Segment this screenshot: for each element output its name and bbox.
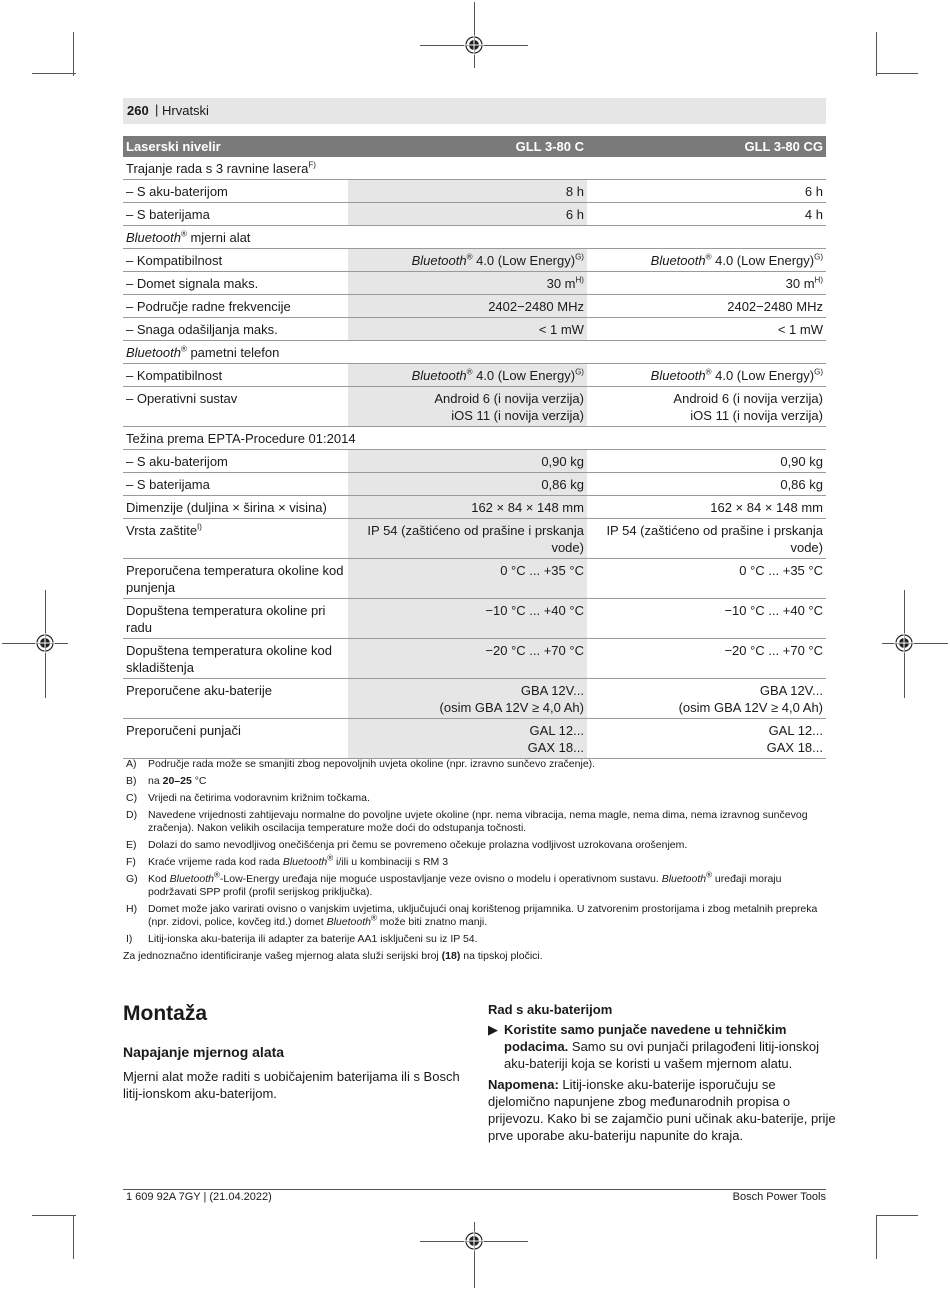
- footnotes: [123, 758, 826, 967]
- table-row: [123, 639, 826, 679]
- section-title: Montaža: [123, 1002, 207, 1025]
- table-header-row: [123, 136, 826, 157]
- bullet-bold: podacima.: [504, 1039, 569, 1054]
- table-row: [123, 473, 826, 496]
- table-row: [123, 559, 826, 599]
- value-text: 4.0 (Low Energy): [472, 368, 576, 383]
- cell-value-gll-3-80-c: [348, 295, 587, 318]
- paragraph: [123, 1068, 460, 1102]
- label-text: Dopuštena temperatura okoline kod: [126, 643, 332, 658]
- label-text: mjerni alat: [186, 230, 251, 245]
- cell-value-gll-3-80-cg: [587, 599, 826, 639]
- value-text: < 1 mW: [777, 322, 823, 337]
- cell-value-gll-3-80-c: [348, 719, 587, 759]
- serial-number-note: [123, 950, 826, 963]
- label-text: Preporučene aku-baterije: [126, 683, 272, 698]
- cell-value-gll-3-80-c: [348, 364, 587, 387]
- footnote-text: Domet može jako varirati ovisno o vanjskim uvjetima, uključujući onaj korištenog prijamnika. U zatvorenim prostorijama i zbog metalnih prepreka (npr. zidovi, police, kovčeg itd.) domet: [148, 903, 818, 928]
- row-label: [123, 341, 826, 364]
- cell-value-gll-3-80-cg: [587, 295, 826, 318]
- paragraph-line: litij-ionskom aku-baterijom.: [123, 1086, 277, 1101]
- value-text: GBA 12V...: [520, 683, 584, 698]
- value-text: vode): [790, 540, 823, 555]
- note-paragraph: [488, 1076, 836, 1144]
- value-text: GAL 12...: [768, 723, 823, 738]
- value-text: < 1 mW: [538, 322, 584, 337]
- table-row: [123, 295, 826, 318]
- crop-mark: [73, 1215, 74, 1259]
- bullet-text: aku-bateriji koja se koristi u vašem mjernom alatu.: [504, 1056, 793, 1071]
- footnote-key: E): [126, 839, 137, 851]
- footnote-text: Vrijedi na četirima vodoravnim križnim točkama.: [148, 792, 370, 804]
- row-label: [123, 203, 348, 226]
- value-text: GAX 18...: [527, 740, 584, 755]
- footnote-text: može biti znatno manji.: [376, 916, 488, 928]
- footnote-italic: Bluetooth: [169, 873, 214, 885]
- value-text: −20 °C ... +70 °C: [724, 643, 823, 658]
- row-label: [123, 180, 348, 203]
- label-text: radu: [126, 620, 153, 635]
- registered-mark: ®: [705, 252, 712, 262]
- registered-mark: ®: [466, 367, 473, 377]
- cell-value-gll-3-80-cg: [587, 364, 826, 387]
- footnote-ref: H): [814, 275, 823, 285]
- footnote-text: Dolazi do samo nevodljivog onečišćenja pri čemu se povremeno očekuje prolazna vodljivost uzrokovana orošenjem.: [148, 839, 688, 851]
- bullet-bold: Koristite samo punjače navedene u tehničkim: [504, 1022, 787, 1037]
- cell-value-gll-3-80-c: [348, 473, 587, 496]
- footnote: [123, 775, 826, 788]
- label-text: Preporučeni punjači: [126, 723, 241, 738]
- value-text: 0,86 kg: [780, 477, 823, 492]
- table-row: [123, 364, 826, 387]
- registered-mark: ®: [706, 870, 712, 880]
- row-label: [123, 559, 348, 599]
- label-text: – S baterijama: [126, 477, 210, 492]
- cell-value-gll-3-80-c: [348, 639, 587, 679]
- note-label: Napomena:: [488, 1077, 559, 1092]
- row-label: [123, 496, 348, 519]
- row-label: [123, 226, 826, 249]
- table-row: [123, 519, 826, 559]
- section-subtitle: Napajanje mjernog alata: [123, 1044, 285, 1060]
- table-row: [123, 318, 826, 341]
- cell-value-gll-3-80-c: [348, 519, 587, 559]
- label-text: Dopuštena temperatura okoline pri: [126, 603, 326, 618]
- footnote-key: G): [126, 873, 138, 885]
- label-text: pametni telefon: [186, 345, 280, 360]
- footnote-ref: H): [575, 275, 584, 285]
- cell-value-gll-3-80-cg: [587, 180, 826, 203]
- label-text: Vrsta zaštite: [126, 523, 198, 538]
- right-heading: Rad s aku-baterijom: [488, 1002, 613, 1017]
- footnote-key: B): [126, 775, 137, 787]
- value-text: IP 54 (zaštićeno od prašine i prskanja: [606, 523, 823, 538]
- cell-value-gll-3-80-cg: [587, 679, 826, 719]
- label-text: – Kompatibilnost: [126, 368, 223, 383]
- value-text: 162 × 84 × 148 mm: [471, 500, 584, 515]
- footnote: [123, 758, 826, 771]
- table-row: [123, 203, 826, 226]
- row-label: [123, 450, 348, 473]
- section-row: [123, 341, 826, 364]
- header-separator: |: [155, 102, 159, 117]
- value-italic: Bluetooth: [650, 368, 706, 383]
- footnote-text: na tipskoj pločici.: [460, 950, 543, 962]
- crop-mark: [73, 32, 74, 76]
- cell-value-gll-3-80-cg: [587, 519, 826, 559]
- footnote-text: i/ili u kombinaciji s RM 3: [333, 856, 449, 868]
- label-text: – Snaga odašiljanja maks.: [126, 322, 278, 337]
- footnote-text: °C: [191, 775, 207, 787]
- footnote-text: Područje rada može se smanjiti zbog nepovoljnih uvjeta okoline (npr. izravno sunčevo zračenje).: [148, 758, 596, 770]
- bullet-triangle-icon: ▶: [488, 1022, 498, 1037]
- row-label: [123, 272, 348, 295]
- label-text: – Područje radne frekvencije: [126, 299, 291, 314]
- value-text: Android 6 (i novija verzija): [434, 391, 584, 406]
- row-label: [123, 679, 348, 719]
- table-row: [123, 719, 826, 759]
- row-label: [123, 387, 348, 427]
- crop-mark: [882, 643, 948, 644]
- row-label: [123, 157, 826, 180]
- value-text: −10 °C ... +40 °C: [724, 603, 823, 618]
- cell-value-gll-3-80-c: [348, 450, 587, 473]
- section-row: [123, 427, 826, 450]
- note-text: djelomično napunjene zbog međunarodnih propisa o: [488, 1094, 791, 1109]
- footnote-text: uređaji moraju podržavati SPP profil (profil serijskog priključka).: [148, 873, 782, 898]
- value-text: 0 °C ... +35 °C: [739, 563, 823, 578]
- label-text: – S baterijama: [126, 207, 210, 222]
- value-text: 6 h: [565, 207, 584, 222]
- value-text: 2402−2480 MHz: [727, 299, 823, 314]
- spec-table: [123, 136, 826, 759]
- registration-mark-icon: [464, 35, 484, 55]
- value-italic: Bluetooth: [411, 253, 467, 268]
- label-text: – Domet signala maks.: [126, 276, 259, 291]
- cell-value-gll-3-80-cg: [587, 387, 826, 427]
- footnote-key: H): [126, 903, 138, 915]
- footnote: [123, 792, 826, 805]
- value-text: (osim GBA 12V ≥ 4,0 Ah): [678, 700, 823, 715]
- footnote: [123, 839, 826, 852]
- row-label: [123, 364, 348, 387]
- cell-value-gll-3-80-c: [348, 599, 587, 639]
- table-row: [123, 387, 826, 427]
- cell-value-gll-3-80-cg: [587, 496, 826, 519]
- table-row: [123, 272, 826, 295]
- row-label: [123, 295, 348, 318]
- footnote: [123, 870, 826, 899]
- cell-value-gll-3-80-c: [348, 180, 587, 203]
- crop-mark: [876, 1215, 918, 1216]
- column-header: Laserski nivelir: [123, 136, 348, 157]
- cell-value-gll-3-80-cg: [587, 450, 826, 473]
- registered-mark: ®: [180, 344, 187, 354]
- footnote: [123, 903, 826, 929]
- table-row: [123, 180, 826, 203]
- table-row: [123, 249, 826, 272]
- cell-value-gll-3-80-cg: [587, 639, 826, 679]
- row-label: [123, 249, 348, 272]
- label-text: Dimenzije (duljina × širina × visina): [126, 500, 327, 515]
- value-text: 0,90 kg: [541, 454, 584, 469]
- footnote-key: F): [126, 856, 136, 868]
- value-text: 30 m: [546, 276, 576, 291]
- footer-brand: Bosch Power Tools: [732, 1191, 826, 1203]
- cell-value-gll-3-80-c: [348, 272, 587, 295]
- page-number: 260: [127, 103, 149, 118]
- label-text: – S aku-baterijom: [126, 454, 228, 469]
- value-text: 0,90 kg: [780, 454, 823, 469]
- value-text: GAL 12...: [529, 723, 584, 738]
- cell-value-gll-3-80-cg: [587, 249, 826, 272]
- footnote-key: D): [126, 809, 138, 821]
- value-text: 0 °C ... +35 °C: [500, 563, 584, 578]
- label-text: Preporučena temperatura okoline kod: [126, 563, 344, 578]
- footnote-italic: Bluetooth: [661, 873, 707, 885]
- footnote: [123, 853, 826, 869]
- cell-value-gll-3-80-c: [348, 249, 587, 272]
- row-label: [123, 427, 826, 450]
- cell-value-gll-3-80-cg: [587, 719, 826, 759]
- footnote-ref: G): [814, 252, 823, 262]
- value-text: 8 h: [565, 184, 584, 199]
- crop-mark: [876, 32, 877, 76]
- footnote-ref: G): [575, 252, 584, 262]
- footnote-italic: Bluetooth: [326, 916, 371, 928]
- value-text: 30 m: [785, 276, 815, 291]
- footnote-text: Navedene vrijednosti zahtijevaju normalne do povoljne uvjete okoline (npr. nema vibracija, nema magle, nema dima, nema izravnog sunčevog zračenja). Nakon velikih oscilacija temperature može doći do odstupanja točnosti.: [148, 809, 808, 834]
- label-text: Trajanje rada s 3 ravnine lasera: [126, 161, 309, 176]
- value-text: (osim GBA 12V ≥ 4,0 Ah): [439, 700, 584, 715]
- cell-value-gll-3-80-cg: [587, 272, 826, 295]
- registered-mark: ®: [180, 229, 187, 239]
- footer-rule: [123, 1189, 826, 1190]
- footnote-text: Kraće vrijeme rada kod rada: [148, 856, 283, 868]
- row-label: [123, 318, 348, 341]
- column-header: GLL 3-80 C: [348, 136, 587, 157]
- value-text: 162 × 84 × 148 mm: [710, 500, 823, 515]
- note-text: prijevozu. Kako bi se zajamčio puni učinak aku-baterije, prije: [488, 1111, 836, 1126]
- value-italic: Bluetooth: [650, 253, 706, 268]
- row-label: [123, 599, 348, 639]
- registered-mark: ®: [327, 853, 334, 863]
- value-text: 4.0 (Low Energy): [711, 253, 815, 268]
- value-text: GBA 12V...: [759, 683, 823, 698]
- label-italic: Bluetooth: [126, 230, 181, 245]
- footnote-ref: G): [814, 367, 823, 377]
- footnote-ref: I): [197, 522, 202, 532]
- registration-mark-icon: [894, 633, 914, 653]
- table-row: [123, 679, 826, 719]
- value-text: −20 °C ... +70 °C: [485, 643, 584, 658]
- crop-mark: [32, 1215, 76, 1216]
- cell-value-gll-3-80-cg: [587, 473, 826, 496]
- footnote-text: Za jednoznačno identificiranje vašeg mjernog alata služi serijski broj: [123, 950, 442, 962]
- value-text: 0,86 kg: [541, 477, 584, 492]
- footnote: [123, 933, 826, 946]
- row-label: [123, 639, 348, 679]
- cell-value-gll-3-80-cg: [587, 203, 826, 226]
- footnote-text: na: [148, 775, 163, 787]
- cell-value-gll-3-80-c: [348, 318, 587, 341]
- bullet-text: Samo su ovi punjači prilagođeni litij-ionskoj: [568, 1039, 820, 1054]
- value-text: 2402−2480 MHz: [488, 299, 584, 314]
- label-text: Težina prema EPTA-Procedure 01:2014: [126, 431, 356, 446]
- cell-value-gll-3-80-c: [348, 203, 587, 226]
- cell-value-gll-3-80-c: [348, 496, 587, 519]
- table-row: [123, 450, 826, 473]
- cell-value-gll-3-80-cg: [587, 559, 826, 599]
- registration-mark-icon: [464, 1231, 484, 1251]
- footer-doc-id: 1 609 92A 7GY | (21.04.2022): [126, 1191, 272, 1203]
- registered-mark: ®: [466, 252, 473, 262]
- row-label: [123, 519, 348, 559]
- value-text: −10 °C ... +40 °C: [485, 603, 584, 618]
- cell-value-gll-3-80-cg: [587, 318, 826, 341]
- footnote-key: C): [126, 792, 138, 804]
- registered-mark: ®: [213, 870, 220, 880]
- footnote: [123, 809, 826, 835]
- cell-value-gll-3-80-c: [348, 559, 587, 599]
- registration-mark-icon: [35, 633, 55, 653]
- footnote-text: Kod: [148, 873, 170, 885]
- crop-mark: [876, 73, 918, 74]
- row-label: [123, 719, 348, 759]
- note-text: prve uporabe aku-bateriju napunite do kraja.: [488, 1128, 744, 1143]
- label-text: – Operativni sustav: [126, 391, 238, 406]
- value-italic: Bluetooth: [411, 368, 467, 383]
- label-text: punjenja: [126, 580, 176, 595]
- paragraph-line: Mjerni alat može raditi s uobičajenim baterijama ili s Bosch: [123, 1069, 460, 1084]
- footnote-bold: 20–25: [162, 775, 192, 787]
- table-row: [123, 496, 826, 519]
- value-text: 6 h: [804, 184, 823, 199]
- crop-mark: [32, 73, 76, 74]
- value-text: GAX 18...: [766, 740, 823, 755]
- footnote-key: I): [126, 933, 133, 945]
- footnote-bold: (18): [441, 950, 461, 962]
- footnote-text: Litij-ionska aku-baterija ili adapter za baterije AA1 isključeni su iz IP 54.: [148, 933, 478, 945]
- value-text: iOS 11 (i novija verzija): [690, 408, 823, 423]
- label-text: skladištenja: [126, 660, 194, 675]
- registered-mark: ®: [705, 367, 712, 377]
- label-text: – S aku-baterijom: [126, 184, 228, 199]
- crop-mark: [876, 1215, 877, 1259]
- value-text: 4 h: [804, 207, 823, 222]
- table-row: [123, 599, 826, 639]
- value-text: 4.0 (Low Energy): [472, 253, 576, 268]
- footnote-key: A): [126, 758, 137, 770]
- header-language: Hrvatski: [162, 103, 209, 118]
- footnote-ref: F): [308, 160, 316, 170]
- value-text: iOS 11 (i novija verzija): [451, 408, 584, 423]
- section-row: [123, 226, 826, 249]
- label-italic: Bluetooth: [126, 345, 181, 360]
- row-label: [123, 473, 348, 496]
- label-text: – Kompatibilnost: [126, 253, 223, 268]
- footnote-text: -Low-Energy uređaja nije moguće uspostavljanje veze ovisno o modelu i operativnom sustavu.: [219, 873, 662, 885]
- page-header: [123, 98, 826, 124]
- value-text: IP 54 (zaštićeno od prašine i prskanja: [367, 523, 584, 538]
- value-text: 4.0 (Low Energy): [711, 368, 815, 383]
- bullet-item: [488, 1021, 819, 1072]
- cell-value-gll-3-80-c: [348, 679, 587, 719]
- footnote-italic: Bluetooth: [282, 856, 328, 868]
- section-row: [123, 157, 826, 180]
- column-header: GLL 3-80 CG: [587, 136, 826, 157]
- value-text: vode): [551, 540, 584, 555]
- value-text: Android 6 (i novija verzija): [673, 391, 823, 406]
- footnote-ref: G): [575, 367, 584, 377]
- note-text: Litij-ionske aku-baterije isporučuju se: [558, 1077, 776, 1092]
- cell-value-gll-3-80-c: [348, 387, 587, 427]
- registered-mark: ®: [370, 913, 377, 923]
